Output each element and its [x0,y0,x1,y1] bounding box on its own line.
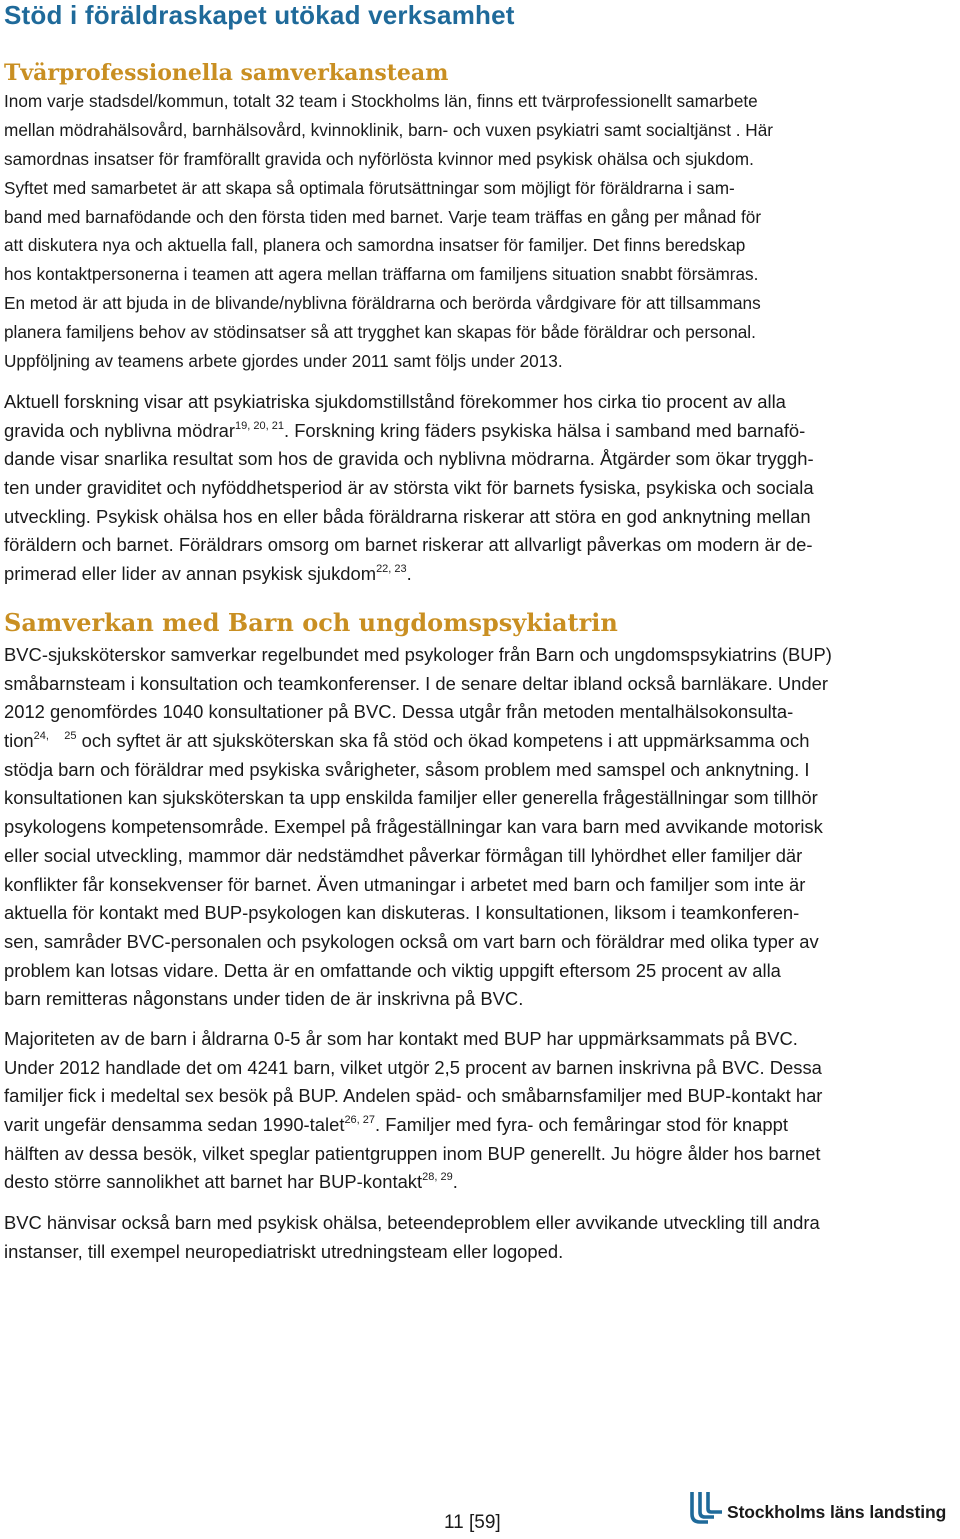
text-line: Under 2012 handlade det om 4241 barn, vilket utgör 2,5 procent av barnen inskrivna på BVC. Dessa [4,1056,822,1078]
page-title: Stöd i föräldraskapet utökad verksamhet [4,0,515,30]
text-line: barn remitteras någonstans under tiden de är inskrivna på BVC. [4,988,524,1010]
text-line: Majoriteten av de barn i åldrarna 0-5 år som har kontakt med BUP har uppmärksammats på BVC. [4,1028,798,1049]
text-line: Aktuell forskning visar att psykiatriska sjukdomstillstånd förekommer hos cirka tio procent av alla [4,391,786,412]
sll-logo [686,1490,948,1530]
reference-superscript: 25 [64,730,77,743]
text-line: Inom varje stadsdel/kommun, totalt 32 team i Stockholms län, finns ett tvärprofessionellt samarbete [4,91,758,111]
text-line: samordnas insatser för framförallt gravida och nyförlösta kvinnor med psykisk ohälsa och sjukdom. [4,148,754,169]
text-line: BVC hänvisar också barn med psykisk ohälsa, beteendeproblem eller avvikande utveckling till andra [4,1212,820,1233]
text-line: småbarnsteam i konsultation och teamkonferenser. I de senare deltar ibland också barnläkare. Under [4,672,828,694]
text-line: föräldern och barnet. Föräldrars omsorg om barnet riskerar att allvarligt påverkas om modern är de- [4,534,813,556]
text-line [4,560,952,589]
text-line: ten under graviditet och nyföddhetsperiod är av största vikt för barnets fysiska, psykiska och sociala [4,477,814,499]
reference-superscript: 28, 29 [422,1171,453,1184]
text-line: planera familjens behov av stödinsatser så att trygghet kan skapas för både föräldrar och personal. [4,322,756,343]
text-line: mellan mödrahälsovård, barnhälsovård, kvinnoklinik, barn- och vuxen psykiatri samt socialtjänst . Här [4,119,774,140]
text-line: eller social utveckling, mammor där nedstämdhet påverkar förmågan till lyhördhet eller familjer där [4,844,803,866]
reference-superscript: 19, 20, 21 [235,419,284,432]
text-line: BVC-sjuksköterskor samverkar regelbundet med psykologer från Barn och ungdomspsykiatrins (BUP) [4,644,832,665]
text-line: konflikter får konsekvenser för barnet. Även utmaningar i arbetet med barn och familjer som inte är [4,873,806,895]
paragraph-samverkansteam [4,87,952,376]
text-segment: . Familjer med fyra- och femåringar stod för knappt [375,1114,788,1136]
text-line: stödja barn och föräldrar med psykiska svårigheter, såsom problem med samspel och anknytning. I [4,758,810,780]
text-segment: . Forskning kring fäders psykiska hälsa i samband med barnafö- [283,419,806,441]
text-line: hälften av dessa besök, vilket speglar patientgruppen inom BUP generellt. Ju högre ålder hos barnet [4,1142,821,1164]
text-line: dande visar snarlika resultat som hos de gravida och nyblivna mödrarna. Åtgärder som ökar tryggh- [4,448,814,470]
reference-superscript: 22, 23 [376,563,407,576]
text-segment: desto större sannolikhet att barnet har BUP-kontakt [4,1171,423,1193]
paragraph-bup-kontakt [4,1025,952,1197]
paragraph-forskning [4,388,952,589]
text-line: problem kan lotsas vidare. Detta är en omfattande och viktig uppgift eftersom 25 procent av alla [4,959,781,981]
text-line: att diskutera nya och aktuella fall, planera och samordna insatser för familjer. Det finns beredskap [4,235,746,256]
logo-text: Stockholms läns landsting [727,1502,947,1522]
text-segment: . [406,563,412,585]
text-line: instanser, till exempel neuropediatriskt utredningsteam eller logoped. [4,1240,564,1262]
section-heading-bup: Samverkan med Barn och ungdomspsykiatrin [4,608,618,637]
text-line: konsultationen kan sjuksköterskan ta upp enskilda familjer eller generella frågeställningar som tillhör [4,787,818,809]
text-segment: varit ungefär densamma sedan 1990-talet [4,1114,345,1136]
text-segment: . [452,1171,458,1193]
text-line [4,417,952,446]
text-segment: och syftet är att sjuksköterskan ska få stöd och ökad kompetens i att uppmärksamma och [76,730,810,752]
paragraph-bvc-konsultation [4,641,952,1014]
text-line: sen, samråder BVC-personalen och psykologen också om vart barn och föräldrar med olika typer av [4,930,819,952]
text-segment: tion [4,730,34,752]
text-segment: gravida och nyblivna mödrar [4,419,236,441]
sll-logo-icon [686,1490,724,1528]
page-number: 11 [59] [444,1512,501,1533]
text-line: En metod är att bjuda in de blivande/nyblivna föräldrarna och berörda vårdgivare för att tillsammans [4,293,761,314]
text-line: band med barnafödande och den första tiden med barnet. Varje team träffas en gång per månad för [4,206,762,227]
text-line: Syftet med samarbetet är att skapa så optimala förutsättningar som möjligt för föräldrarna i sam- [4,177,735,198]
section-heading-samverkansteam: Tvärprofessionella samverkansteam [4,60,449,86]
text-line: familjer fick i medeltal sex besök på BUP. Andelen späd- och småbarnsfamiljer med BUP-kontakt har [4,1085,823,1107]
reference-superscript: 26, 27 [344,1114,376,1127]
text-line: aktuella för kontakt med BUP-psykologen kan diskuteras. I konsultationen, liksom i teamkonferen- [4,902,800,924]
text-segment: primerad eller lider av annan psykisk sjukdom [4,563,377,585]
text-line: hos kontaktpersonerna i teamen att agera mellan träffarna om familjens situation snabbt försämras. [4,264,759,285]
text-line: utveckling. Psykisk ohälsa hos en eller båda föräldrarna riskerar att störa en god anknytning mellan [4,505,811,527]
text-line [4,727,952,756]
text-line: psykologens kompetensområde. Exempel på frågeställningar kan vara barn med avvikande motorisk [4,816,823,838]
text-line [4,1111,952,1140]
text-line: Uppföljning av teamens arbete gjordes under 2011 samt följs under 2013. [4,351,563,372]
paragraph-hanvisning [4,1209,952,1266]
text-line: 2012 genomfördes 1040 konsultationer på BVC. Dessa utgår från metoden mentalhälsokonsulta- [4,701,794,723]
text-line [4,1168,952,1197]
reference-superscript: 24, [33,730,49,743]
